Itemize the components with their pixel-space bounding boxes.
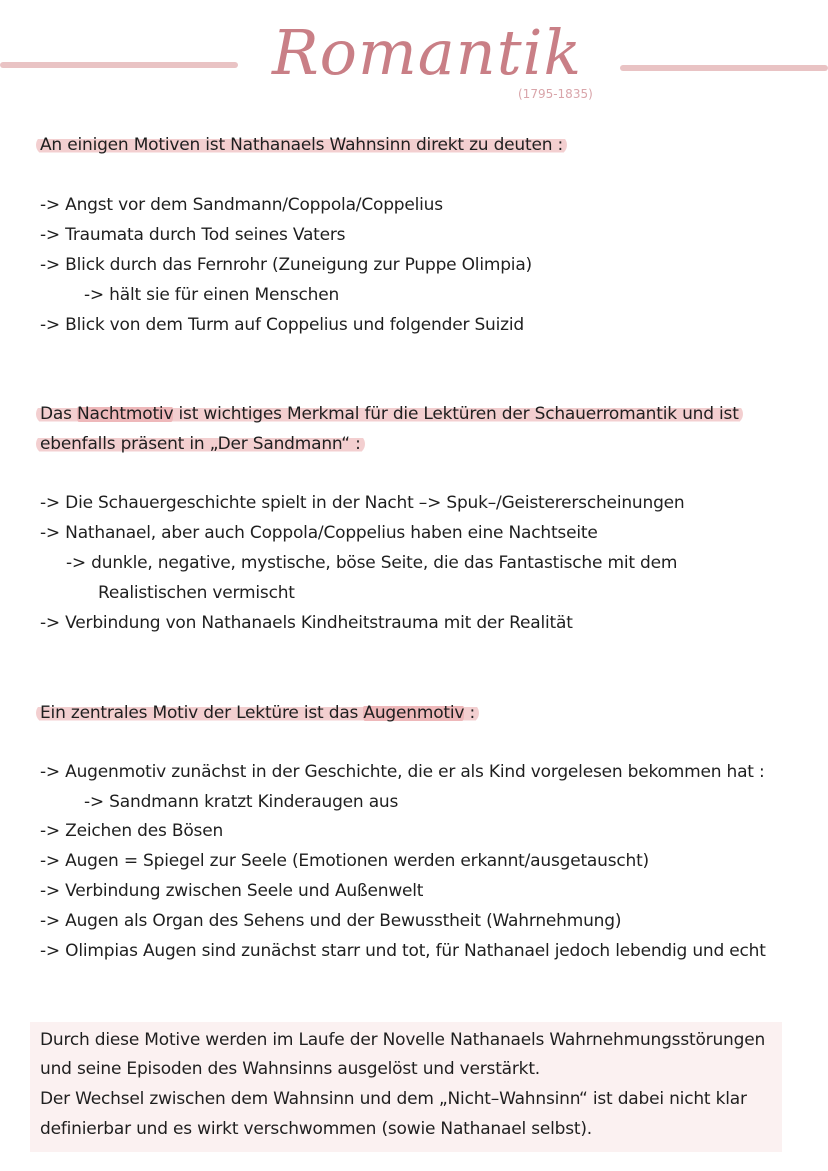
section1-heading: An einigen Motiven ist Nathanaels Wahnsinn direkt zu deuten : [36,134,567,156]
summary-line: Der Wechsel zwischen dem Wahnsinn und dem „Nicht–Wahnsinn“ ist dabei nicht klar [40,1089,747,1109]
list-item-sub: -> dunkle, negative, mystische, böse Seite, die das Fantastische mit dem [66,553,678,573]
page-title: Romantik [272,16,583,89]
list-item: -> Traumata durch Tod seines Vaters [40,225,346,245]
title-years: (1795-1835) [518,87,593,101]
summary-line: Durch diese Motive werden im Laufe der Novelle Nathanaels Wahrnehmungsstörungen [40,1030,766,1050]
list-item: -> Augen als Organ des Sehens und der Bewusstheit (Wahrnehmung) [40,911,622,931]
list-item: -> Verbindung von Nathanaels Kindheitstrauma mit der Realität [40,613,573,633]
list-item: -> Augenmotiv zunächst in der Geschichte, die er als Kind vorgelesen bekommen hat : [40,762,765,782]
summary-line: und seine Episoden des Wahnsinns ausgelöst und verstärkt. [40,1059,540,1079]
section2-heading: Das Nachtmotiv ist wichtiges Merkmal für die Lektüren der Schauerromantik und ist [36,403,743,425]
list-item: -> Blick durch das Fernrohr (Zuneigung zur Puppe Olimpia) [40,255,532,275]
summary-line: definierbar und es wirkt verschwommen (sowie Nathanael selbst). [40,1119,592,1139]
list-item: -> Die Schauergeschichte spielt in der Nacht –> Spuk–/Geistererscheinungen [40,493,685,513]
title-rule-right [620,65,828,71]
list-item-sub: -> Sandmann kratzt Kinderaugen aus [84,792,399,812]
section3-heading: Ein zentrales Motiv der Lektüre ist das Augenmotiv : [36,702,479,724]
list-item-sub: -> hält sie für einen Menschen [84,285,340,305]
list-item: -> Nathanael, aber auch Coppola/Coppelius haben eine Nachtseite [40,523,598,543]
list-item: -> Zeichen des Bösen [40,821,224,841]
list-item: -> Olimpias Augen sind zunächst starr und tot, für Nathanael jedoch lebendig und echt [40,941,766,961]
section2-heading-line2: ebenfalls präsent in „Der Sandmann“ : [36,433,365,455]
list-item: -> Angst vor dem Sandmann/Coppola/Coppelius [40,195,443,215]
list-item: -> Blick von dem Turm auf Coppelius und folgender Suizid [40,315,524,335]
keyword-nachtmotiv: Nachtmotiv [76,404,174,424]
list-item-sub-cont: Realistischen vermischt [98,583,295,603]
keyword-augenmotiv: Augenmotiv [363,703,465,723]
title-rule-left [0,62,238,68]
list-item: -> Verbindung zwischen Seele und Außenwelt [40,881,424,901]
list-item: -> Augen = Spiegel zur Seele (Emotionen werden erkannt/ausgetauscht) [40,851,649,871]
